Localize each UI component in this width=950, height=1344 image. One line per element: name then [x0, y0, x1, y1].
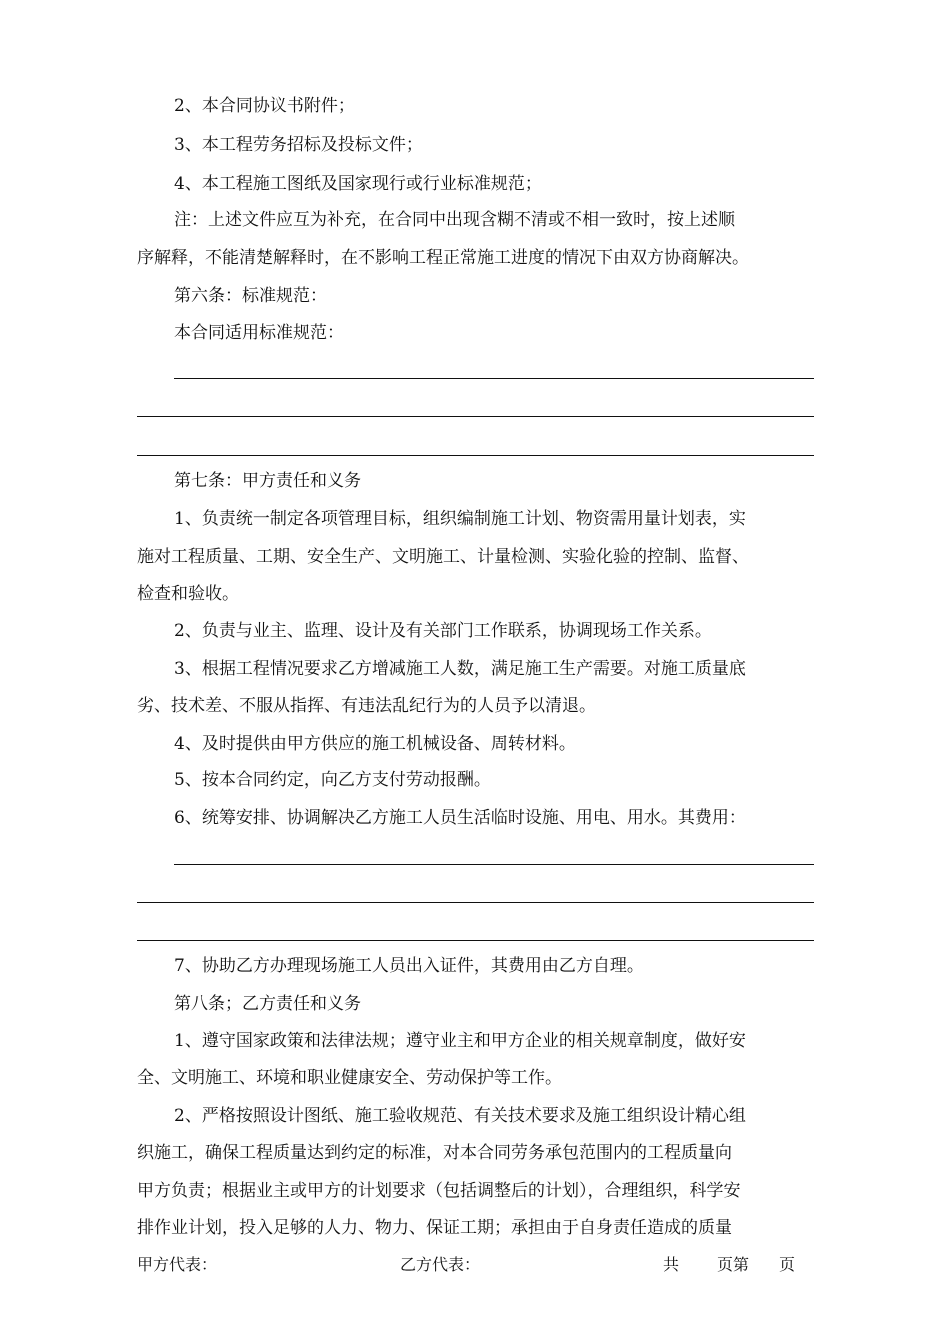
article-8-item-2-line-3: 甲方负责；根据业主或甲方的计划要求（包括调整后的计划），合理组织，科学安 [137, 1181, 741, 1201]
page-total-label: 共 [663, 1255, 680, 1274]
article-7-item-3-line-1: 3、根据工程情况要求乙方增减施工人数，满足施工生产需要。对施工质量底 [174, 659, 746, 679]
article-7-item-3-line-2: 劣、技术差、不服从指挥、有违法乱纪行为的人员予以清退。 [137, 696, 596, 716]
page-of-label: 页第 [717, 1255, 750, 1274]
fill-in-line[interactable] [137, 455, 814, 456]
party-b-signature-label: 乙方代表： [400, 1255, 481, 1274]
article-7-item-1-line-3: 检查和验收。 [137, 584, 239, 604]
article-6-text: 本合同适用标准规范： [174, 323, 344, 343]
article-7-item-1-line-2: 施对工程质量、工期、安全生产、文明施工、计量检测、实验化验的控制、监督、 [137, 547, 749, 567]
list-item-2: 2、本合同协议书附件； [174, 96, 355, 116]
article-7-item-1-line-1: 1、负责统一制定各项管理目标，组织编制施工计划、物资需用量计划表，实 [174, 509, 746, 529]
article-7-item-4: 4、及时提供由甲方供应的施工机械设备、周转材料。 [174, 734, 576, 754]
article-8-item-1-line-1: 1、遵守国家政策和法律法规；遵守业主和甲方企业的相关规章制度，做好安 [174, 1031, 746, 1051]
article-8-item-2-line-1: 2、严格按照设计图纸、施工验收规范、有关技术要求及施工组织设计精心组 [174, 1106, 746, 1126]
fill-in-line[interactable] [137, 940, 814, 941]
article-8-title: 第八条；乙方责任和义务 [174, 994, 361, 1014]
list-item-4: 4、本工程施工图纸及国家现行或行业标准规范； [174, 174, 542, 194]
article-7-item-7: 7、协助乙方办理现场施工人员出入证件，其费用由乙方自理。 [174, 956, 644, 976]
article-7-title: 第七条：甲方责任和义务 [174, 471, 361, 491]
page-counter [663, 1255, 795, 1275]
article-6-title: 第六条：标准规范： [174, 286, 327, 306]
article-8-item-2-line-4: 排作业计划，投入足够的人力、物力、保证工期；承担由于自身责任造成的质量 [137, 1218, 732, 1238]
article-8-item-1-line-2: 全、文明施工、环境和职业健康安全、劳动保护等工作。 [137, 1068, 562, 1088]
list-item-3: 3、本工程劳务招标及投标文件； [174, 135, 423, 155]
fill-in-line[interactable] [137, 416, 814, 417]
note-line-2: 序解释，不能清楚解释时，在不影响工程正常施工进度的情况下由双方协商解决。 [137, 248, 749, 268]
article-7-item-2: 2、负责与业主、监理、设计及有关部门工作联系，协调现场工作关系。 [174, 621, 712, 641]
note-line-1: 注：上述文件应互为补充，在合同中出现含糊不清或不相一致时，按上述顺 [174, 210, 735, 230]
article-7-item-6: 6、统筹安排、协调解决乙方施工人员生活临时设施、用电、用水。其费用： [174, 808, 746, 828]
fill-in-line[interactable] [137, 902, 814, 903]
page-label: 页 [779, 1255, 796, 1274]
fill-in-line[interactable] [174, 864, 814, 865]
fill-in-line[interactable] [174, 378, 814, 379]
party-a-signature-label: 甲方代表： [137, 1255, 218, 1274]
article-7-item-5: 5、按本合同约定，向乙方支付劳动报酬。 [174, 770, 491, 790]
article-8-item-2-line-2: 织施工，确保工程质量达到约定的标准，对本合同劳务承包范围内的工程质量向 [137, 1143, 732, 1163]
